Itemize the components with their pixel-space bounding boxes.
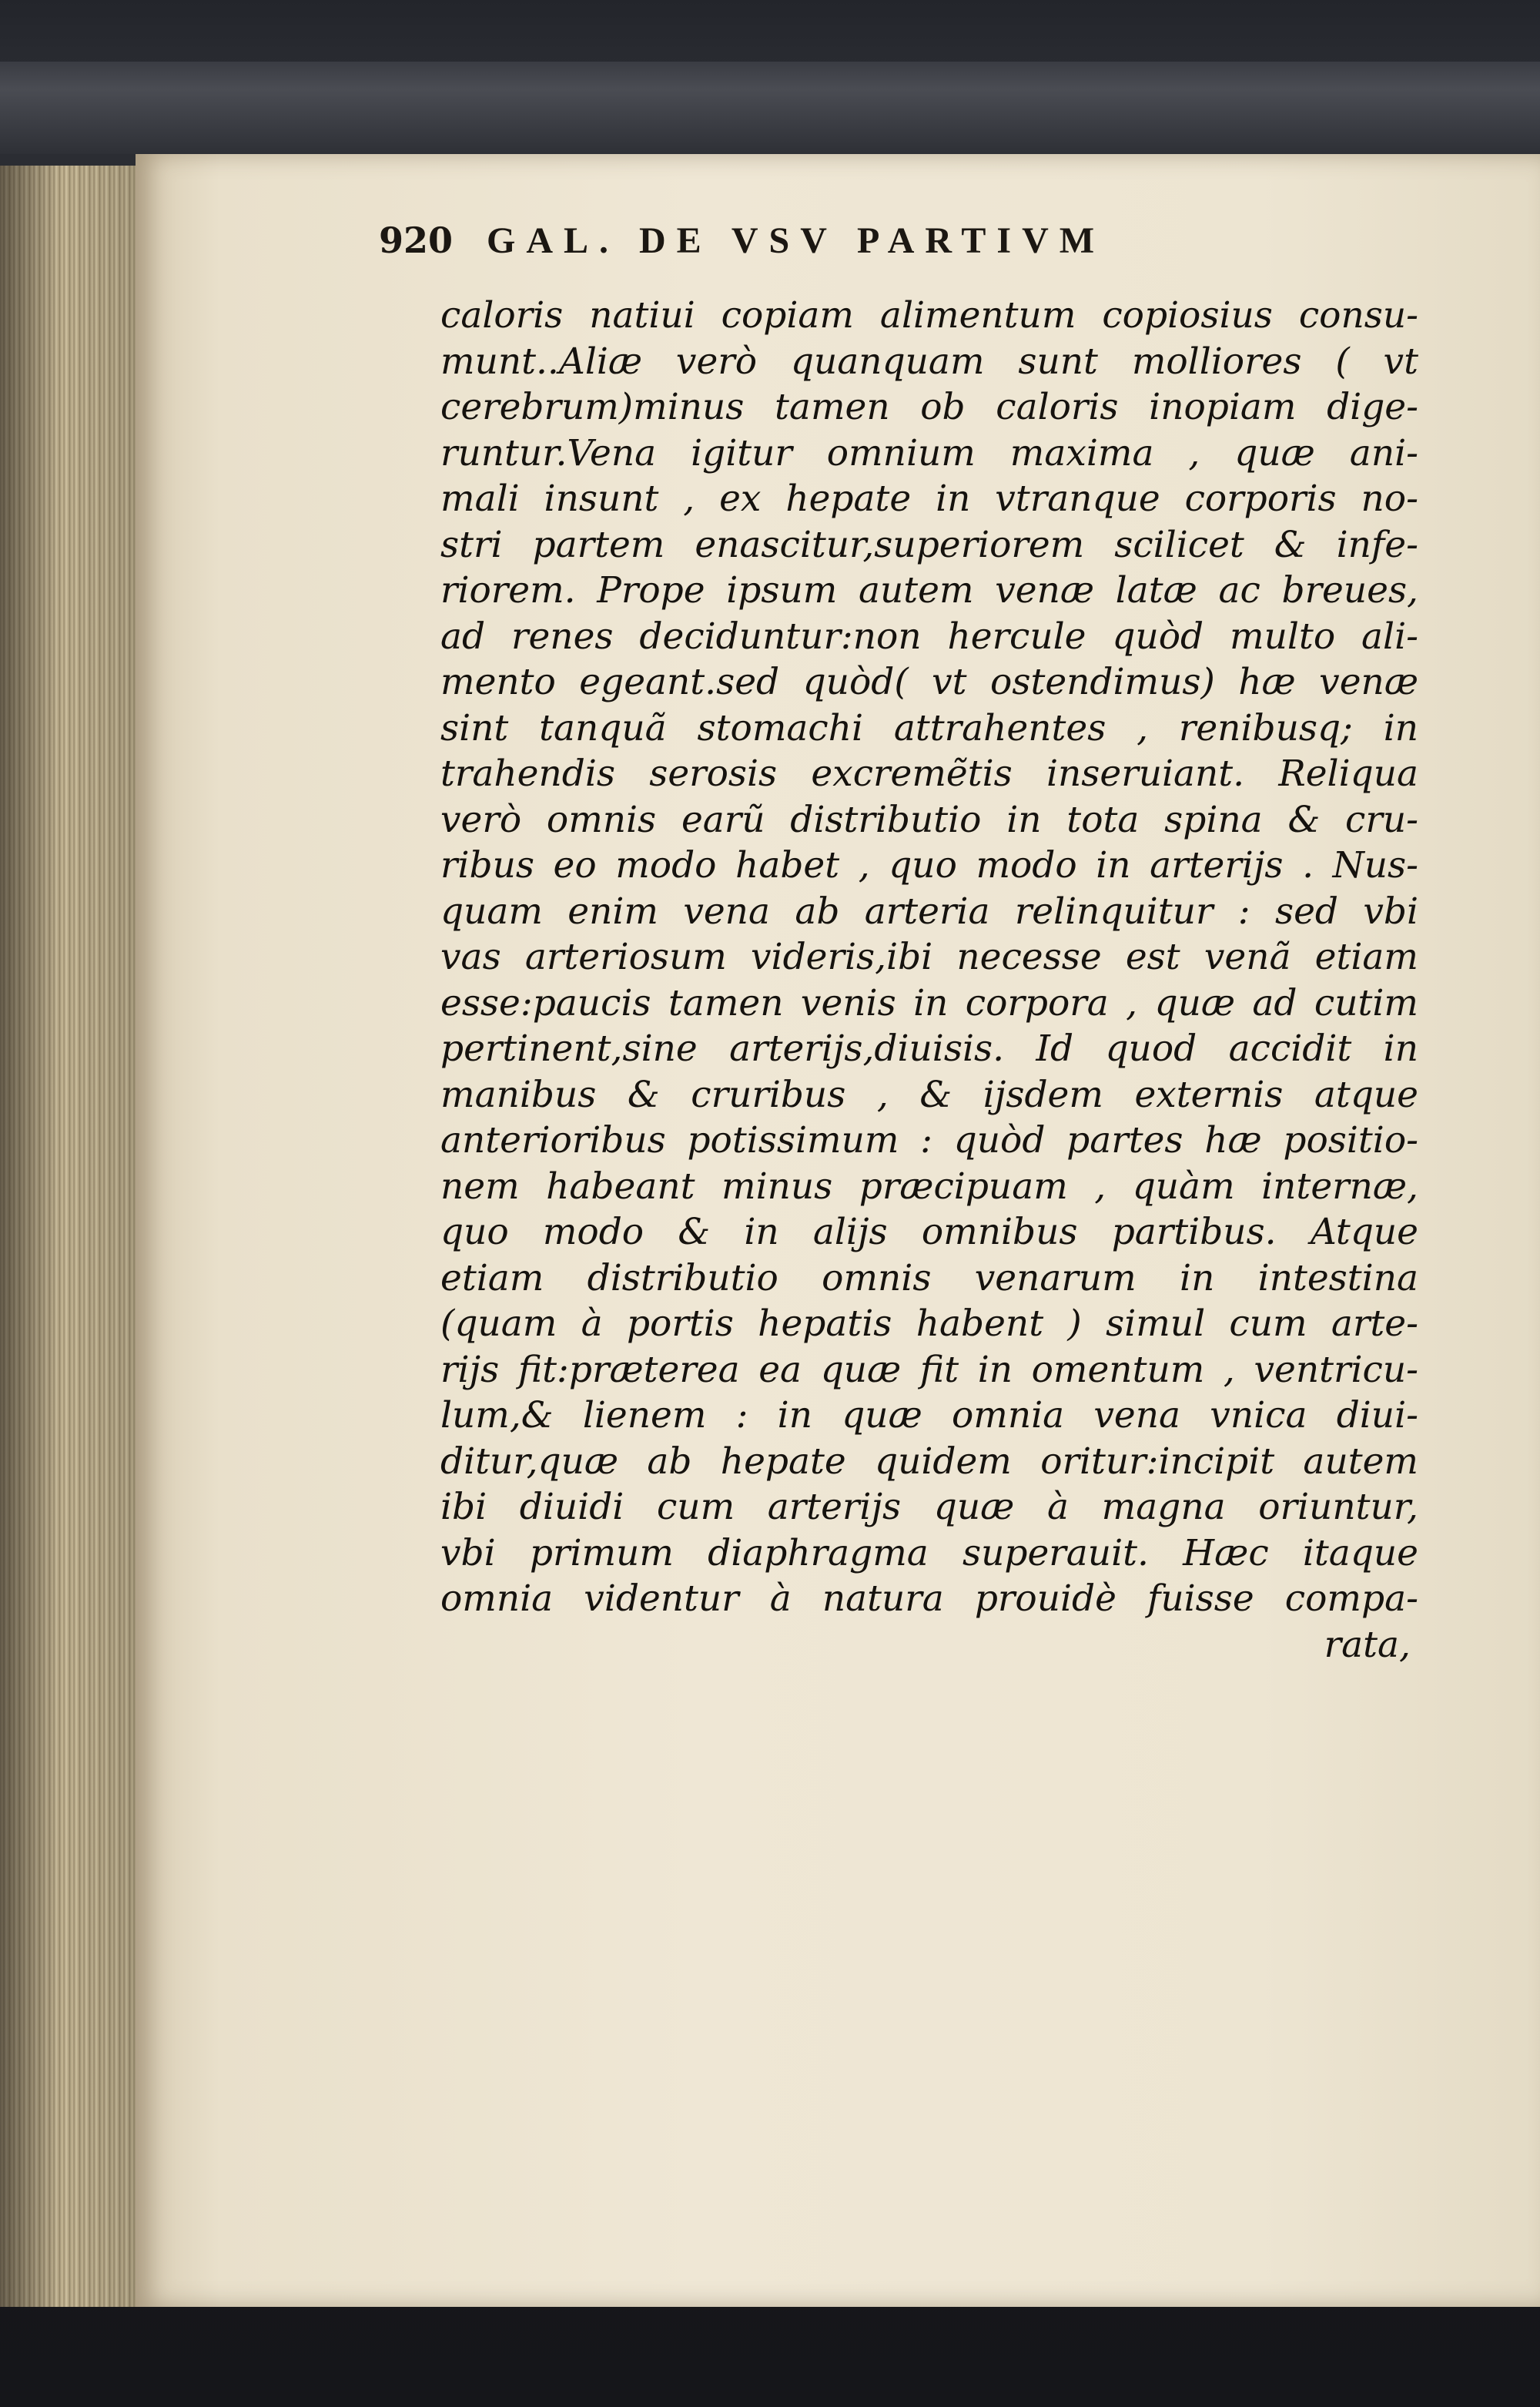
text-line: ad renes deciduntur:non hercule quòd multo ali- bbox=[440, 615, 1418, 658]
text-line: (quam à portis hepatis habent ) simul cum arte- bbox=[440, 1302, 1418, 1345]
text-line: quo modo & in alijs omnibus partibus. Atque bbox=[440, 1211, 1418, 1253]
text-line: vbi primum diaphragma superauit. Hæc itaque bbox=[440, 1531, 1418, 1574]
text-line: vas arteriosum videris,ibi necesse est venã etiam bbox=[440, 936, 1418, 978]
text-line: ribus eo modo habet , quo modo in arterijs . Nus- bbox=[440, 844, 1418, 887]
text-line: nem habeant minus præcipuam , quàm internæ, bbox=[440, 1165, 1418, 1208]
text-line: ditur,quæ ab hepate quidem oritur:incipit autem bbox=[440, 1440, 1418, 1483]
text-line: mento egeant.sed quòd( vt ostendimus) hæ venæ bbox=[440, 661, 1418, 703]
running-head bbox=[379, 220, 1318, 281]
text-line: riorem. Prope ipsum autem venæ latæ ac breues, bbox=[440, 569, 1418, 612]
text-line: mali insunt , ex hepate in vtranque corporis no- bbox=[440, 478, 1418, 520]
text-line: trahendis serosis excremẽtis inseruiant. Reliqua bbox=[440, 753, 1418, 795]
text-line: ibi diuidi cum arterijs quæ à magna oriuntur, bbox=[440, 1486, 1418, 1528]
text-line: etiam distributio omnis venarum in intestina bbox=[440, 1256, 1418, 1299]
text-line: verò omnis earũ distributio in tota spina & cru- bbox=[440, 798, 1418, 841]
text-line: quam enim vena ab arteria relinquitur : sed vbi bbox=[440, 890, 1418, 933]
running-title: GAL. DE VSV PARTIVM bbox=[487, 220, 1106, 261]
text-line: esse:paucis tamen venis in corpora , quæ ad cutim bbox=[440, 981, 1418, 1024]
text-line: cerebrum)minus tamen ob caloris inopiam dige- bbox=[440, 386, 1418, 428]
text-line: lum,& lienem : in quæ omnia vena vnica diui- bbox=[440, 1394, 1418, 1436]
book-cover-edge bbox=[0, 62, 1540, 154]
page-number: 920 bbox=[379, 220, 454, 261]
text-line: rijs fit:præterea ea quæ fit in omentum , ventricu- bbox=[440, 1348, 1418, 1391]
text-line: sint tanquã stomachi attrahentes , renibusq; in bbox=[440, 706, 1418, 749]
body-text bbox=[440, 293, 1418, 1668]
text-line: stri partem enascitur,superiorem scilicet & infe- bbox=[440, 523, 1418, 566]
text-line: caloris natiui copiam alimentum copiosius consu- bbox=[440, 294, 1418, 337]
text-line: runtur.Vena igitur omnium maxima , quæ ani- bbox=[440, 431, 1418, 474]
catchword-line: rata, bbox=[1324, 1623, 1411, 1666]
text-line: omnia videntur à natura prouidè fuisse compa- bbox=[440, 1577, 1418, 1620]
text-line: anterioribus potissimum : quòd partes hæ positio- bbox=[440, 1119, 1418, 1162]
text-line: manibus & cruribus , & ijsdem externis atque bbox=[440, 1073, 1418, 1116]
text-line: munt..Aliæ verò quanquam sunt molliores ( vt bbox=[440, 340, 1418, 383]
text-line: pertinent,sine arterijs,diuisis. Id quod accidit in bbox=[440, 1028, 1418, 1070]
